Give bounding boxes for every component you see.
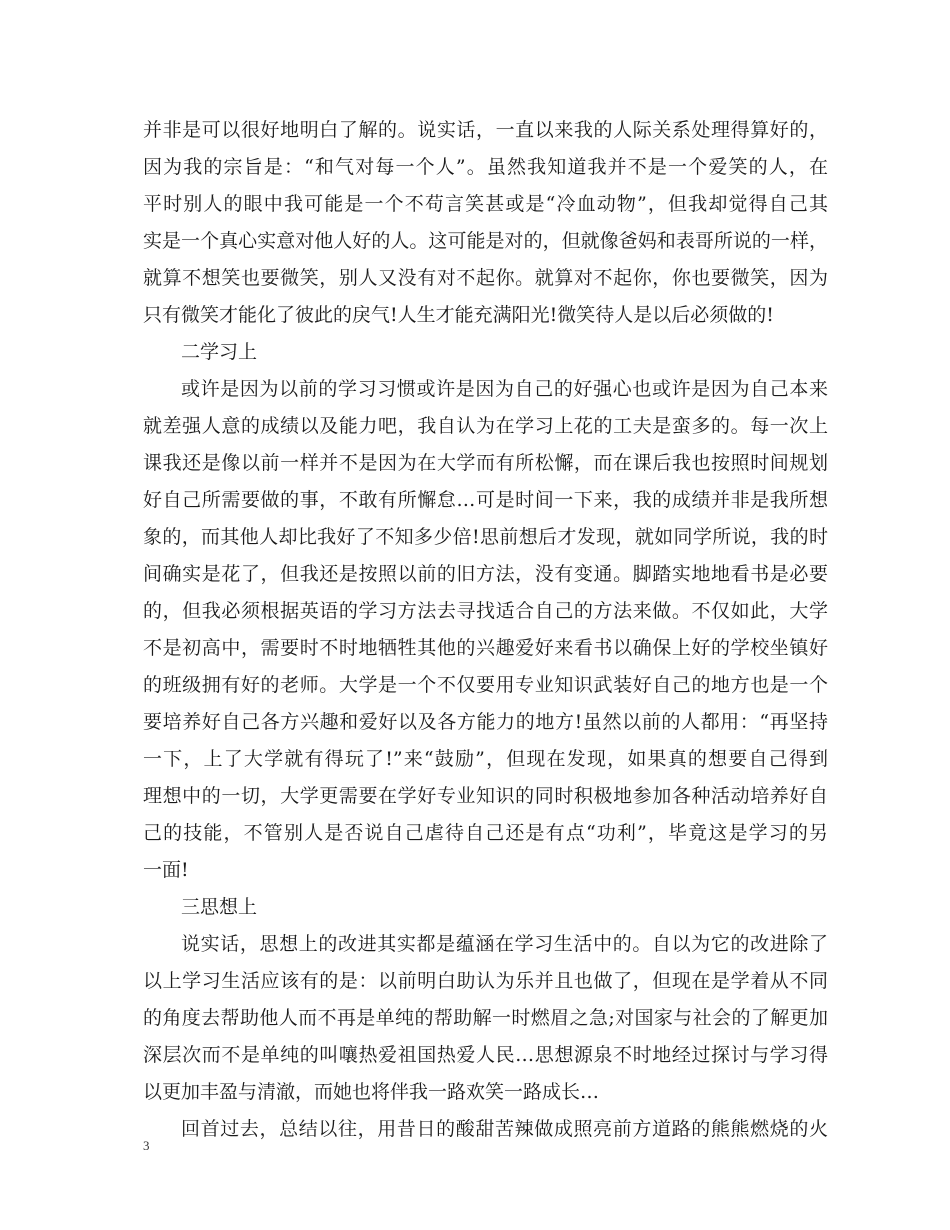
text-line: 或许是因为以前的学习习惯或许是因为自己的好强心也或许是因为自己本来 — [181, 378, 828, 400]
text-line: 一面! — [143, 859, 189, 881]
text-line: 好自己所需要做的事，不敢有所懈怠…可是时间一下来，我的成绩并非是我所想 — [143, 489, 828, 511]
text-line: 就差强人意的成绩以及能力吧，我自认为在学习上花的工夫是蛮多的。每一次上 — [143, 415, 828, 437]
text-line: 回首过去，总结以往，用昔日的酸甜苦辣做成照亮前方道路的熊熊燃烧的火 — [181, 1118, 828, 1140]
text-line: 只有微笑才能化了彼此的戾气!人生才能充满阳光!微笑待人是以后必须做的! — [143, 304, 774, 326]
paragraph-study — [143, 371, 828, 889]
text-line: 象的，而其他人却比我好了不知多少倍!思前想后才发现，就如同学所说，我的时 — [143, 526, 828, 548]
text-line: 己的技能，不管别人是否说自己虐待自己还是有点“功利”，毕竟这是学习的另 — [143, 822, 828, 844]
page-number: 3 — [143, 1138, 150, 1153]
text-line: 的班级拥有好的老师。大学是一个不仅要用专业知识武装好自己的地方也是一个 — [143, 674, 828, 696]
text-line: 深层次而不是单纯的叫嚷热爱祖国热爱人民…思想源泉不时地经过探讨与学习得 — [143, 1044, 828, 1066]
text-line: 以上学习生活应该有的是：以前明白助认为乐并且也做了，但现在是学着从不同 — [143, 970, 828, 992]
text-line: 说实话，思想上的改进其实都是蕴涵在学习生活中的。自以为它的改进除了 — [181, 933, 828, 955]
text-line: 不是初高中，需要时不时地牺牲其他的兴趣爱好来看书以确保上好的学校坐镇好 — [143, 637, 828, 659]
text-line: 并非是可以很好地明白了解的。说实话，一直以来我的人际关系处理得算好的， — [143, 119, 828, 141]
document-body — [143, 112, 828, 1148]
text-line: 以更加丰盈与清澈，而她也将伴我一路欢笑一路成长… — [143, 1081, 600, 1103]
text-line: 间确实是花了，但我还是按照以前的旧方法，没有变通。脚踏实地地看书是必要 — [143, 563, 828, 585]
text-line: 因为我的宗旨是：“和气对每一个人”。虽然我知道我并不是一个爱笑的人，在 — [143, 156, 828, 178]
paragraph-thought — [143, 926, 828, 1111]
text-line: 实是一个真心实意对他人好的人。这可能是对的，但就像爸妈和表哥所说的一样， — [143, 230, 828, 252]
section-heading-study: 二学习上 — [181, 341, 258, 363]
text-line: 的，但我必须根据英语的学习方法去寻找适合自己的方法来做。不仅如此，大学 — [143, 600, 828, 622]
paragraph-closing — [143, 1111, 828, 1148]
paragraph-relationships — [143, 112, 828, 334]
text-line: 要培养好自己各方兴趣和爱好以及各方能力的地方!虽然以前的人都用：“再坚持 — [143, 711, 828, 733]
text-line: 课我还是像以前一样并不是因为在大学而有所松懈，而在课后我也按照时间规划 — [143, 452, 828, 474]
text-line: 平时别人的眼中我可能是一个不苟言笑甚或是“冷血动物”，但我却觉得自己其 — [143, 193, 828, 215]
text-line: 就算不想笑也要微笑，别人又没有对不起你。就算对不起你，你也要微笑，因为 — [143, 267, 828, 289]
section-heading-thought: 三思想上 — [181, 896, 258, 918]
text-line: 理想中的一切，大学更需要在学好专业知识的同时积极地参加各种活动培养好自 — [143, 785, 828, 807]
text-line: 的角度去帮助他人而不再是单纯的帮助解一时燃眉之急;对国家与社会的了解更加 — [143, 1007, 828, 1029]
text-line: 一下，上了大学就有得玩了!”来“鼓励”，但现在发现，如果真的想要自己得到 — [143, 748, 828, 770]
